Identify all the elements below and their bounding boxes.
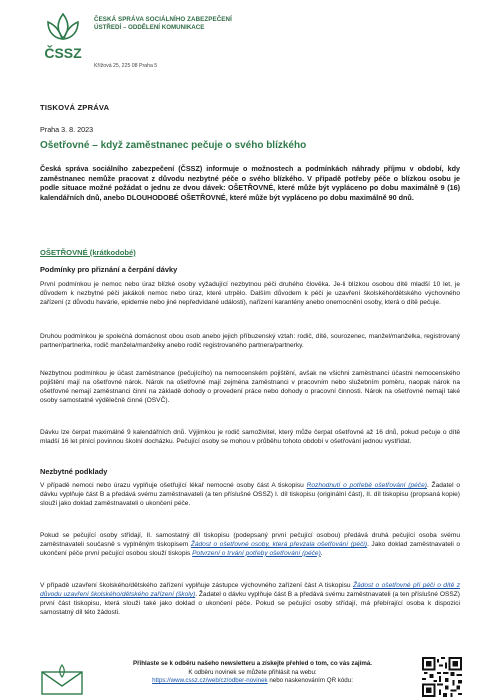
header xyxy=(40,8,460,68)
link-zadost-prevzala[interactable]: Žádost o ošetřovné osoby, která převzala ošetřování (péči) xyxy=(190,540,368,548)
org-line-1: ČESKÁ SPRÁVA SOCIÁLNÍHO ZABEZPEČENÍ xyxy=(94,16,232,23)
link-zadost-skola[interactable]: Žádost o ošetřovné při péči o dítě z důvodu uzavření školského/dětského zařízení (školy) xyxy=(40,582,460,598)
newsletter-block xyxy=(95,660,410,686)
release-date: Praha 3. 8. 2023 xyxy=(40,125,94,134)
newsletter-headline: Přihlaste se k odběru našeho newsletteru a získejte přehled o tom, co vás zajímá. xyxy=(133,660,372,667)
organization-name xyxy=(94,16,232,32)
paragraph-7 xyxy=(40,582,460,618)
press-release-label: TISKOVÁ ZPRÁVA xyxy=(40,103,110,112)
paragraph-6 xyxy=(40,532,460,559)
subheading-conditions: Podmínky pro přiznání a čerpání dávky xyxy=(40,265,178,274)
newsletter-qr-text: nebo naskenováním QR kódu: xyxy=(267,677,353,685)
address: Křížová 25, 225 08 Praha 5 xyxy=(94,63,158,69)
org-line-2: ÚSTŘEDÍ – ODDĚLENÍ KOMUNIKACE xyxy=(94,24,205,31)
lead-paragraph: Česká správa sociálního zabezpečení (ČSSZ) informuje o možnostech a podmínkách náhrady příjmu v období, kdy zaměstnanec nemůže pracovat z důvodu nezbytné péče o svého blízkého. V případě potřeby péče o blízkou osobu je podle situace možné požádat o jednu ze dvou dávek: OŠETŘOVNÉ, které může být vypláceno po dobu maximálně 9 (16) kalendářních dnů, anebo DLOUHODOBÉ OŠETŘOVNÉ, které může být vypláceno po dobu maximálně 90 dnů. xyxy=(40,164,460,202)
p6-text-c: . xyxy=(320,549,323,557)
p6-text-b: . Jako doklad zaměstnavateli o ukončení péče první pečující osobou slouží tiskopis xyxy=(40,540,461,557)
link-potvrzeni[interactable]: Potvrzení o trvání potřeby ošetřování (péče) xyxy=(192,549,321,557)
section-title: OŠETŘOVNÉ (krátkodobé) xyxy=(40,248,136,257)
p5-text-b: . Žadatel o dávku vyplňuje část B a předává svému zaměstnavateli (a ten příslušné OSSZ) I. díl tiskopisu (originální část), II. díl tiskopisu (propsaná kopie) slouží jako doklad zaměstnavateli o ukončení péče. xyxy=(40,482,460,507)
cssz-logo xyxy=(40,8,86,68)
paragraph-4: Dávku lze čerpat maximálně 9 kalendářních dnů. Výjimkou je rodič samoživitel, který může čerpat ošetřovné až 16 dnů, pokud pečuje o dítě mladší 16 let plnící povinnou školní docházku. Pečující osoby se mohou v průběhu tohoto období v ošetřování jednou vystřídat. xyxy=(40,429,460,445)
svg-text:ČSSZ: ČSSZ xyxy=(44,45,82,61)
paragraph-1: První podmínkou je nemoc nebo úraz blízké osoby vyžadující nezbytnou péči druhého člověka. Je-li blízkou osobou dítě mladší 10 let, je důvodem k nezbytné péči jakákoli nemoc nebo úraz, které utrpělo. Dalším důvodem k péči je uzavření školského/dětského výchovného zařízení (z důvodu havárie, epidemie nebo jiné nepředvídané události), nařízení karantény anebo onemocnění osoby, která o dítě pečuje. xyxy=(40,281,460,306)
newsletter-url-line xyxy=(95,677,410,686)
newsletter-text: K odběru novinek se můžete přihlásit na webu: xyxy=(188,668,317,676)
p5-text-a: V případě nemoci nebo úrazu vyplňuje ošetřující lékař nemocné osoby část A tiskopisu xyxy=(40,482,307,489)
p6-text-a: Pokud se pečující osoby střídají, II. samostatný díl tiskopisu (podepsaný první pečující osobou) předává druhá pečující osoba svému zaměstnavateli současně s vyplněným tiskopisem xyxy=(40,532,460,548)
p7-text-a: V případě uzavření školského/dětského zařízení vyplňuje zástupce výchovného zařízení část A tiskopisu xyxy=(40,582,353,589)
envelope-icon xyxy=(40,663,84,695)
paragraph-2: Druhou podmínkou je společná domácnost obou osob anebo jejich příbuzenský vztah: rodič, dítě, sourozenec, manžel/manželka, registrovaný partner/partnerka, rodič manžela/manželky anebo rodič registrovaného partnera/partnerky. xyxy=(40,333,460,349)
paragraph-5 xyxy=(40,482,460,509)
qr-code-icon[interactable] xyxy=(422,657,462,697)
link-rozhodnuti[interactable]: Rozhodnutí o potřebě ošetřování (péče) xyxy=(306,482,427,489)
p7-text-b: . Žadatel o dávku vyplňuje část B a předává svému zaměstnavateli (a ten příslušné OSSZ) první část tiskopisu, která slouží také jako doklad o ukončení péče. Pokud se pečující osoby střídají, má přebírající osoba k dispozici samostatný díl této žádosti. xyxy=(40,590,460,616)
subheading-documents: Nezbytné podklady xyxy=(40,467,108,476)
document-title: Ošetřovné – když zaměstnanec pečuje o svého blízkého xyxy=(40,140,307,151)
paragraph-3: Nezbytnou podmínkou je účast zaměstnance (pečujícího) na nemocenském pojištění, avšak ne všichni zaměstnanci účastni nemocenského pojištění mají na ošetřovné nárok. Nárok na ošetřovné mají zejména zaměstnanci v pracovním nebo služebním poměru, naopak nárok na ošetřovné nemají zaměstnanci činní na základě dohody o provedení práce nebo dohody o pracovní činnosti. Nárok na ošetřovné nemají také osoby samostatně výdělečně činné (OSVČ). xyxy=(40,370,460,404)
newsletter-link[interactable]: https://www.cssz.cz/web/cz/odber-novinek xyxy=(152,677,268,685)
